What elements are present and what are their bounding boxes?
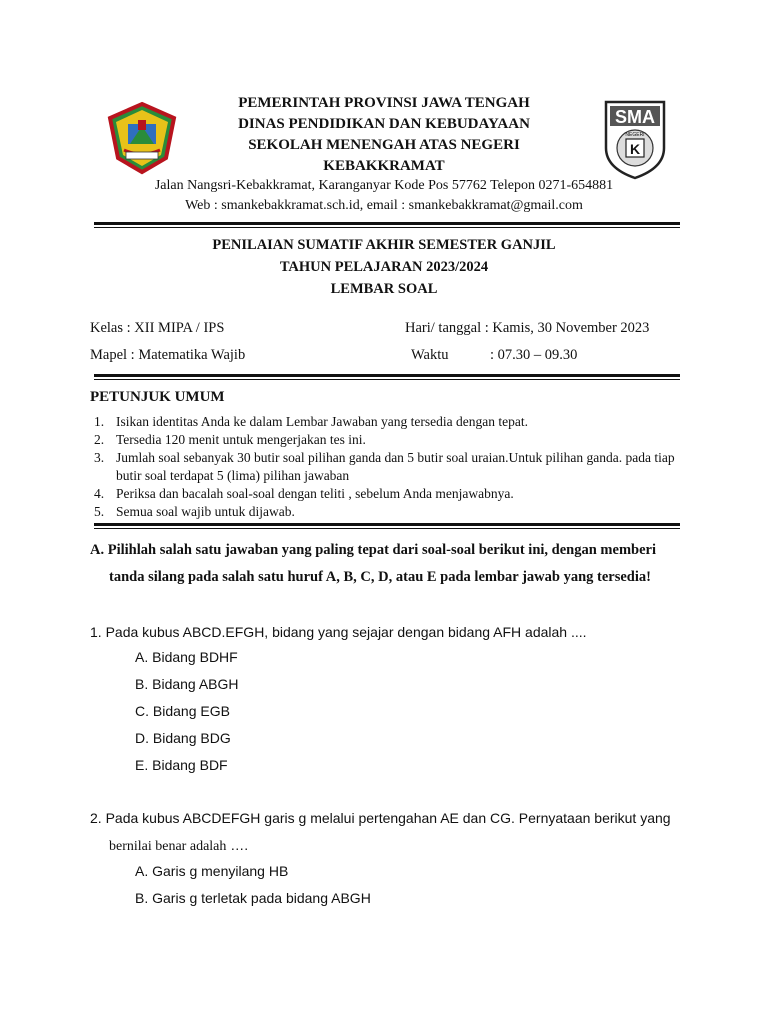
list-item bbox=[94, 503, 684, 521]
header-line-2: DINAS PENDIDIKAN DAN KEBUDAYAAN bbox=[238, 116, 530, 132]
waktu-label: Waktu bbox=[411, 347, 449, 363]
question-1-option-c: C. Bidang EGB bbox=[135, 703, 230, 719]
list-item bbox=[94, 431, 684, 449]
list-item-number: 5. bbox=[94, 504, 105, 519]
list-item-number: 4. bbox=[94, 486, 105, 501]
section-a-line-2: tanda silang pada salah satu huruf A, B, C, D, atau E pada lembar jawab yang tersedia! bbox=[109, 569, 651, 585]
list-item-text: Tersedia 120 menit untuk mengerjakan tes ini. bbox=[116, 432, 366, 447]
school-web-email: Web : smankebakkramat.sch.id, email : smankebakkramat@gmail.com bbox=[185, 198, 583, 213]
instructions-divider-thin bbox=[94, 528, 680, 529]
header-line-4: KEBAKKRAMAT bbox=[323, 158, 445, 174]
list-item-text: Jumlah soal sebanyak 30 butir soal pilihan ganda dan 5 butir soal uraian.Untuk pilihan ganda. pada tiap butir soal terdapat 5 (lima) pilihan jawaban bbox=[116, 450, 675, 483]
header-divider-thick bbox=[94, 222, 680, 225]
hari-tanggal-field: Hari/ tanggal : Kamis, 30 November 2023 bbox=[405, 320, 650, 336]
exam-title-1: PENILAIAN SUMATIF AKHIR SEMESTER GANJIL bbox=[212, 237, 556, 253]
question-1-option-d: D. Bidang BDG bbox=[135, 730, 231, 746]
sma-logo-text: SMA bbox=[615, 107, 655, 127]
exam-title-3: LEMBAR SOAL bbox=[330, 281, 438, 297]
question-2-option-a: A. Garis g menyilang HB bbox=[135, 863, 289, 879]
exam-title-2: TAHUN PELAJARAN 2023/2024 bbox=[279, 259, 489, 275]
waktu-value: : 07.30 – 09.30 bbox=[490, 347, 578, 363]
header-line-3: SEKOLAH MENENGAH ATAS NEGERI bbox=[248, 137, 520, 153]
list-item-text: Periksa dan bacalah soal-soal dengan teliti , sebelum Anda menjawabnya. bbox=[116, 486, 514, 501]
question-1-option-a: A. Bidang BDHF bbox=[135, 649, 238, 665]
list-item bbox=[94, 485, 684, 503]
info-divider-thin bbox=[94, 379, 680, 380]
header-line-1: PEMERINTAH PROVINSI JAWA TENGAH bbox=[238, 95, 530, 111]
section-a-line-1: A. Pilihlah salah satu jawaban yang paling tepat dari soal-soal berikut ini, dengan memberi bbox=[90, 542, 656, 558]
info-divider-thick bbox=[94, 374, 680, 377]
question-2-text-line-2-a: bernilai benar adalah bbox=[109, 839, 227, 854]
list-item-text: Isikan identitas Anda ke dalam Lembar Jawaban yang tersedia dengan tepat. bbox=[116, 414, 528, 429]
list-item bbox=[94, 449, 684, 485]
sma-logo-ring-top: NEGERI bbox=[625, 132, 645, 138]
list-item-number: 1. bbox=[94, 414, 105, 429]
question-2-text-line-2 bbox=[109, 835, 248, 857]
question-1-option-b: B. Bidang ABGH bbox=[135, 676, 239, 692]
instructions-divider-thick bbox=[94, 523, 680, 526]
question-2-option-b: B. Garis g terletak pada bidang ABGH bbox=[135, 890, 371, 906]
question-1-text: 1. Pada kubus ABCD.EFGH, bidang yang sejajar dengan bidang AFH adalah .... bbox=[90, 624, 587, 640]
list-item bbox=[94, 413, 684, 431]
question-2-text-line-1: 2. Pada kubus ABCDEFGH garis g melalui pertengahan AE dan CG. Pernyataan berikut yang bbox=[90, 810, 671, 826]
instructions-title: PETUNJUK UMUM bbox=[90, 389, 225, 405]
list-item-number: 3. bbox=[94, 450, 105, 465]
question-2-text-line-2-b: …. bbox=[226, 837, 249, 853]
list-item-number: 2. bbox=[94, 432, 105, 447]
kelas-field: Kelas : XII MIPA / IPS bbox=[90, 320, 225, 336]
mapel-field: Mapel : Matematika Wajib bbox=[90, 347, 246, 363]
school-address: Jalan Nangsri-Kebakkramat, Karanganyar Kode Pos 57762 Telepon 0271-654881 bbox=[154, 178, 614, 193]
question-1-option-e: E. Bidang BDF bbox=[135, 757, 228, 773]
instructions-list bbox=[94, 413, 684, 521]
header-divider-thin bbox=[94, 227, 680, 228]
sma-logo-letter: K bbox=[629, 141, 641, 157]
list-item-text: Semua soal wajib untuk dijawab. bbox=[116, 504, 295, 519]
